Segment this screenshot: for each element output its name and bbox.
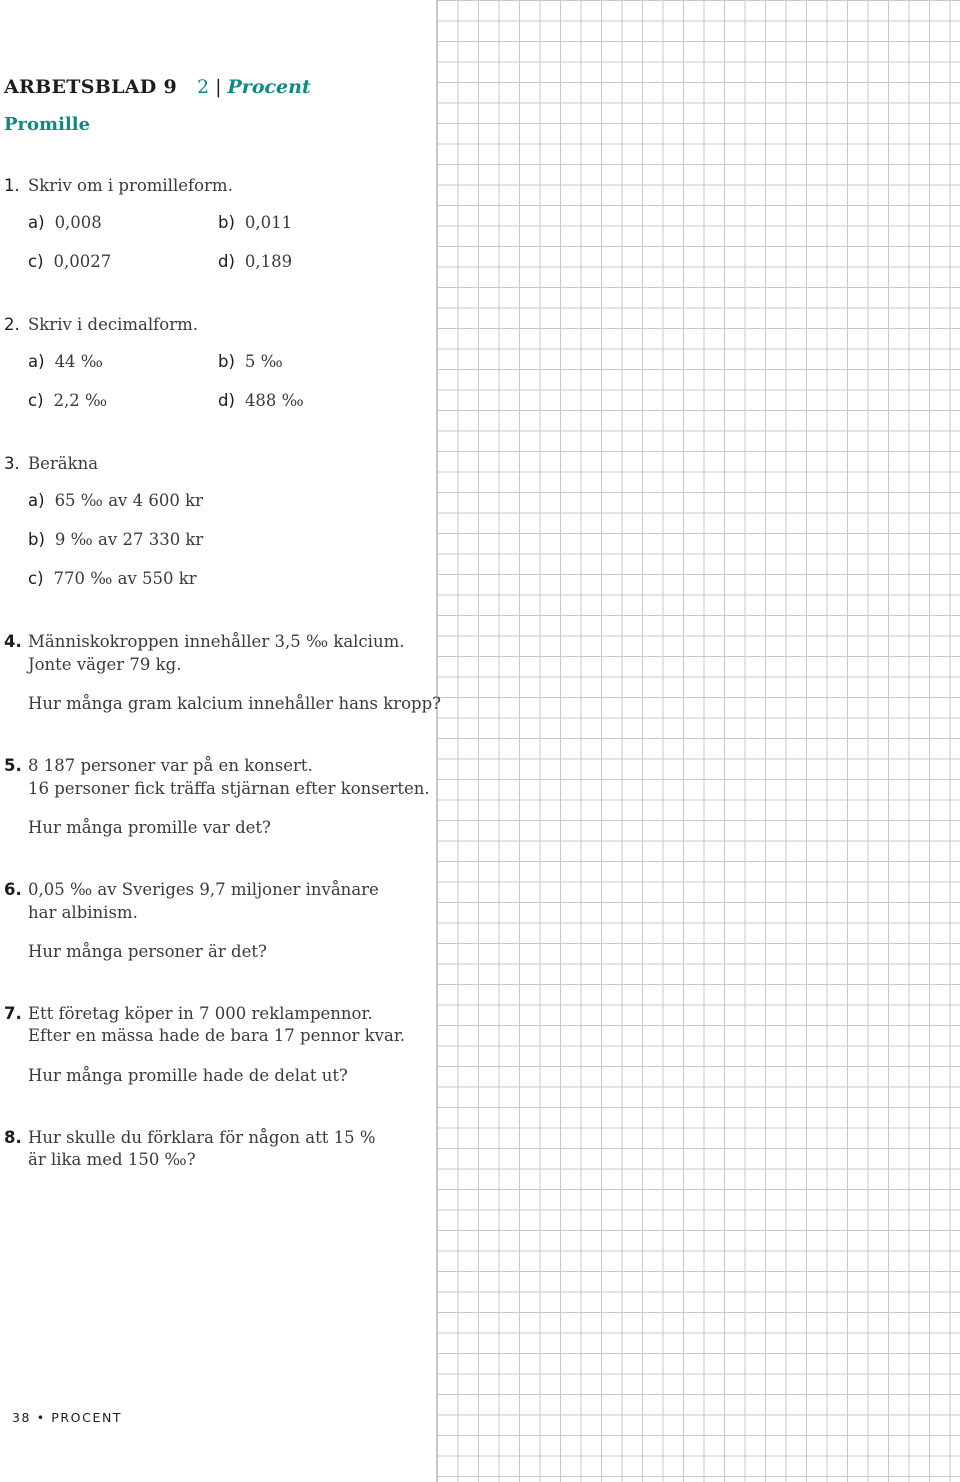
subtask-2d — [218, 391, 304, 410]
subtask-3b — [28, 530, 203, 549]
subtask-1b — [218, 213, 292, 232]
worksheet-header — [4, 76, 311, 98]
subtask-value: 65 ‰ av 4 600 kr — [54, 491, 203, 510]
task-question: Hur många promille var det? — [28, 818, 271, 837]
task-number: 6. — [4, 880, 22, 899]
subtask-label: d) — [218, 391, 235, 410]
task-text-line: Människokroppen innehåller 3,5 ‰ kalcium. — [28, 632, 405, 651]
sheet-title: ARBETSBLAD 9 — [4, 76, 178, 98]
subtask-label: a) — [28, 352, 45, 371]
task-question: Hur många personer är det? — [28, 942, 267, 961]
subtask-2a — [28, 352, 103, 371]
task-question: Hur många gram kalcium innehåller hans kropp? — [28, 694, 442, 713]
task-number: 3. — [4, 454, 20, 473]
subtask-3a — [28, 491, 203, 510]
subtask-value: 5 ‰ — [244, 352, 283, 371]
task-text-line: 16 personer fick träffa stjärnan efter konserten. — [28, 779, 430, 798]
subtask-value: 0,189 — [244, 252, 293, 271]
task-instruction: Beräkna — [28, 454, 99, 473]
task-text-line: är lika med 150 ‰? — [28, 1150, 196, 1169]
task-number: 1. — [4, 176, 20, 195]
subtask-value: 770 ‰ av 550 kr — [53, 569, 197, 588]
subtask-label: b) — [218, 352, 235, 371]
task-instruction: Skriv om i promilleform. — [28, 176, 233, 195]
task-text-line: Efter en mässa hade de bara 17 pennor kvar. — [28, 1026, 406, 1045]
answer-grid — [436, 0, 960, 1482]
page-footer — [12, 1410, 122, 1425]
task-text-line: Jonte väger 79 kg. — [28, 655, 182, 674]
subtask-value: 0,008 — [54, 213, 102, 232]
task-text-line: Ett företag köper in 7 000 reklampennor. — [28, 1004, 373, 1023]
task-text-line: 8 187 personer var på en konsert. — [28, 756, 313, 775]
subtask-label: c) — [28, 391, 44, 410]
task-text-line: 0,05 ‰ av Sveriges 9,7 miljoner invånare — [28, 880, 379, 899]
subtask-label: a) — [28, 213, 45, 232]
chapter-separator: | — [215, 76, 222, 98]
task-text-line: Hur skulle du förklara för någon att 15 % — [28, 1128, 376, 1147]
task-question: Hur många promille hade de delat ut? — [28, 1066, 348, 1085]
subtask-value: 44 ‰ — [54, 352, 103, 371]
subtask-label: b) — [218, 213, 235, 232]
subtask-1c — [28, 252, 111, 271]
subtask-label: b) — [28, 530, 45, 549]
task-number: 8. — [4, 1128, 22, 1147]
chapter-number: 2 — [197, 76, 210, 98]
task-number: 2. — [4, 315, 20, 334]
task-number: 7. — [4, 1004, 22, 1023]
task-instruction: Skriv i decimalform. — [28, 315, 198, 334]
subtask-2b — [218, 352, 283, 371]
subtask-label: c) — [28, 569, 44, 588]
subtask-value: 9 ‰ av 27 330 kr — [54, 530, 204, 549]
section-title: Promille — [4, 114, 91, 135]
task-text-line: har albinism. — [28, 903, 138, 922]
page-number: 38 — [12, 1410, 32, 1425]
subtask-2c — [28, 391, 107, 410]
subtask-1a — [28, 213, 102, 232]
chapter-name: Procent — [227, 76, 311, 98]
subtask-1d — [218, 252, 292, 271]
subtask-label: d) — [218, 252, 235, 271]
footer-bullet: • — [36, 1410, 46, 1425]
subtask-label: c) — [28, 252, 44, 271]
task-number: 5. — [4, 756, 22, 775]
subtask-value: 0,011 — [244, 213, 293, 232]
footer-section: PROCENT — [51, 1410, 123, 1425]
subtask-value: 2,2 ‰ — [53, 391, 108, 410]
task-number: 4. — [4, 632, 22, 651]
subtask-value: 0,0027 — [53, 252, 112, 271]
subtask-3c — [28, 569, 197, 588]
subtask-label: a) — [28, 491, 45, 510]
subtask-value: 488 ‰ — [244, 391, 304, 410]
